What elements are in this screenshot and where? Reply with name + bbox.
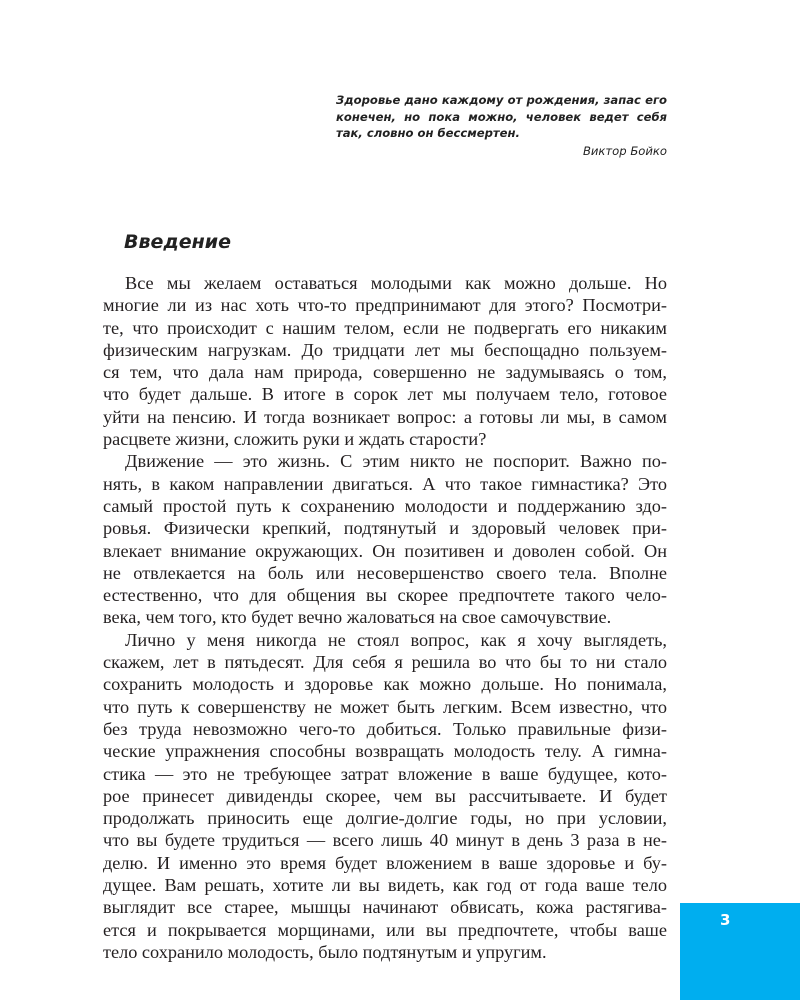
- paragraph-line: скажем, лет в пятьдесят. Для себя я решила во что бы то ни стало: [103, 652, 667, 673]
- paragraph-line: что вы будете трудиться — всего лишь 40 минут в день 3 раза в не-: [103, 830, 667, 851]
- paragraph-line: дущее. Вам решать, хотите ли вы видеть, как год от года ваше тело: [103, 875, 667, 896]
- paragraph-line: естественно, что для общения вы скорее предпочтете такого чело-: [103, 585, 667, 606]
- page-number: 3: [720, 911, 731, 929]
- paragraph-line: влекает внимание окружающих. Он позитивен и доволен собой. Он: [103, 540, 667, 561]
- section-heading: Введение: [124, 231, 231, 253]
- paragraph-line: нять, в каком направлении двигаться. А что такое гимнастика? Это: [103, 473, 667, 494]
- paragraph-line: Все мы желаем оставаться молодыми как можно дольше. Но: [125, 273, 667, 293]
- paragraph-line: делю. И именно это время будет вложением в ваше здоровье и бу-: [103, 852, 667, 873]
- paragraph-line: Движение — это жизнь. С этим никто не поспорит. Важно по-: [125, 451, 667, 472]
- paragraph-line: сохранить молодость и здоровье как можно дольше. Но понимала,: [103, 674, 667, 695]
- paragraph-line: что путь к совершенству не может быть легким. Всем известно, что: [103, 696, 667, 717]
- paragraph-line: без труда невозможно чего-то добиться. Только правильные физи-: [103, 718, 667, 739]
- paragraph-line: расцвете жизни, сложить руки и ждать старости?: [103, 429, 487, 450]
- epigraph: [336, 92, 667, 159]
- paragraph-line: ся тем, что дала нам природа, совершенно не задумываясь о том,: [103, 362, 667, 383]
- epigraph-author: Виктор Бойко: [582, 143, 667, 158]
- paragraph-line: тело сохранило молодость, было подтянутым и упругим.: [103, 941, 547, 962]
- paragraph-line: ровья. Физически крепкий, подтянутый и здоровый человек при-: [103, 518, 667, 539]
- paragraph-line: Лично у меня никогда не стоял вопрос, как я хочу выглядеть,: [125, 629, 667, 650]
- paragraph-line: стика — это не требующее затрат вложение в ваше будущее, кото-: [103, 763, 667, 784]
- paragraph-line: рое принесет дивиденды скорее, чем вы рассчитываете. И будет: [103, 785, 667, 806]
- paragraph-line: самый простой путь к сохранению молодости и поддержанию здо-: [103, 495, 667, 516]
- paragraph-line: не отвлекается на боль или несовершенство своего тела. Вполне: [103, 562, 667, 583]
- epigraph-line: так, словно он бессмертен.: [336, 126, 520, 140]
- paragraph-line: ется и покрывается морщинами, или вы предпочтете, чтобы ваше: [103, 919, 667, 940]
- paragraph-line: выглядит все старее, мышцы начинают обвисать, кожа растягива-: [103, 897, 667, 918]
- paragraph-line: ческие упражнения способны возвращать молодость телу. А гимна-: [103, 741, 667, 762]
- paragraph-line: продолжать приносить еще долгие-долгие годы, но при условии,: [103, 808, 667, 829]
- paragraph-line: многие ли из нас хоть что-то предпринимают для этого? Посмотри-: [103, 295, 667, 316]
- paragraph-line: физическим нагрузкам. До тридцати лет мы беспощадно пользуем-: [103, 339, 667, 360]
- epigraph-line: конечен, но пока можно, человек ведет себя: [336, 109, 667, 124]
- paragraph-line: что будет дальше. В итоге в сорок лет мы получаем тело, готовое: [103, 384, 667, 405]
- paragraph-line: те, что происходит с нашим телом, если не подвергать его никаким: [103, 317, 667, 338]
- body-text: [103, 272, 667, 963]
- paragraph-line: уйти на пенсию. И тогда возникает вопрос: а готовы ли мы, в самом: [103, 406, 667, 427]
- paragraph-line: века, чем того, кто будет вечно жаловаться на свое самочувствие.: [103, 607, 612, 628]
- page-number-tab: [680, 903, 800, 1000]
- epigraph-line: Здоровье дано каждому от рождения, запас его: [336, 93, 667, 107]
